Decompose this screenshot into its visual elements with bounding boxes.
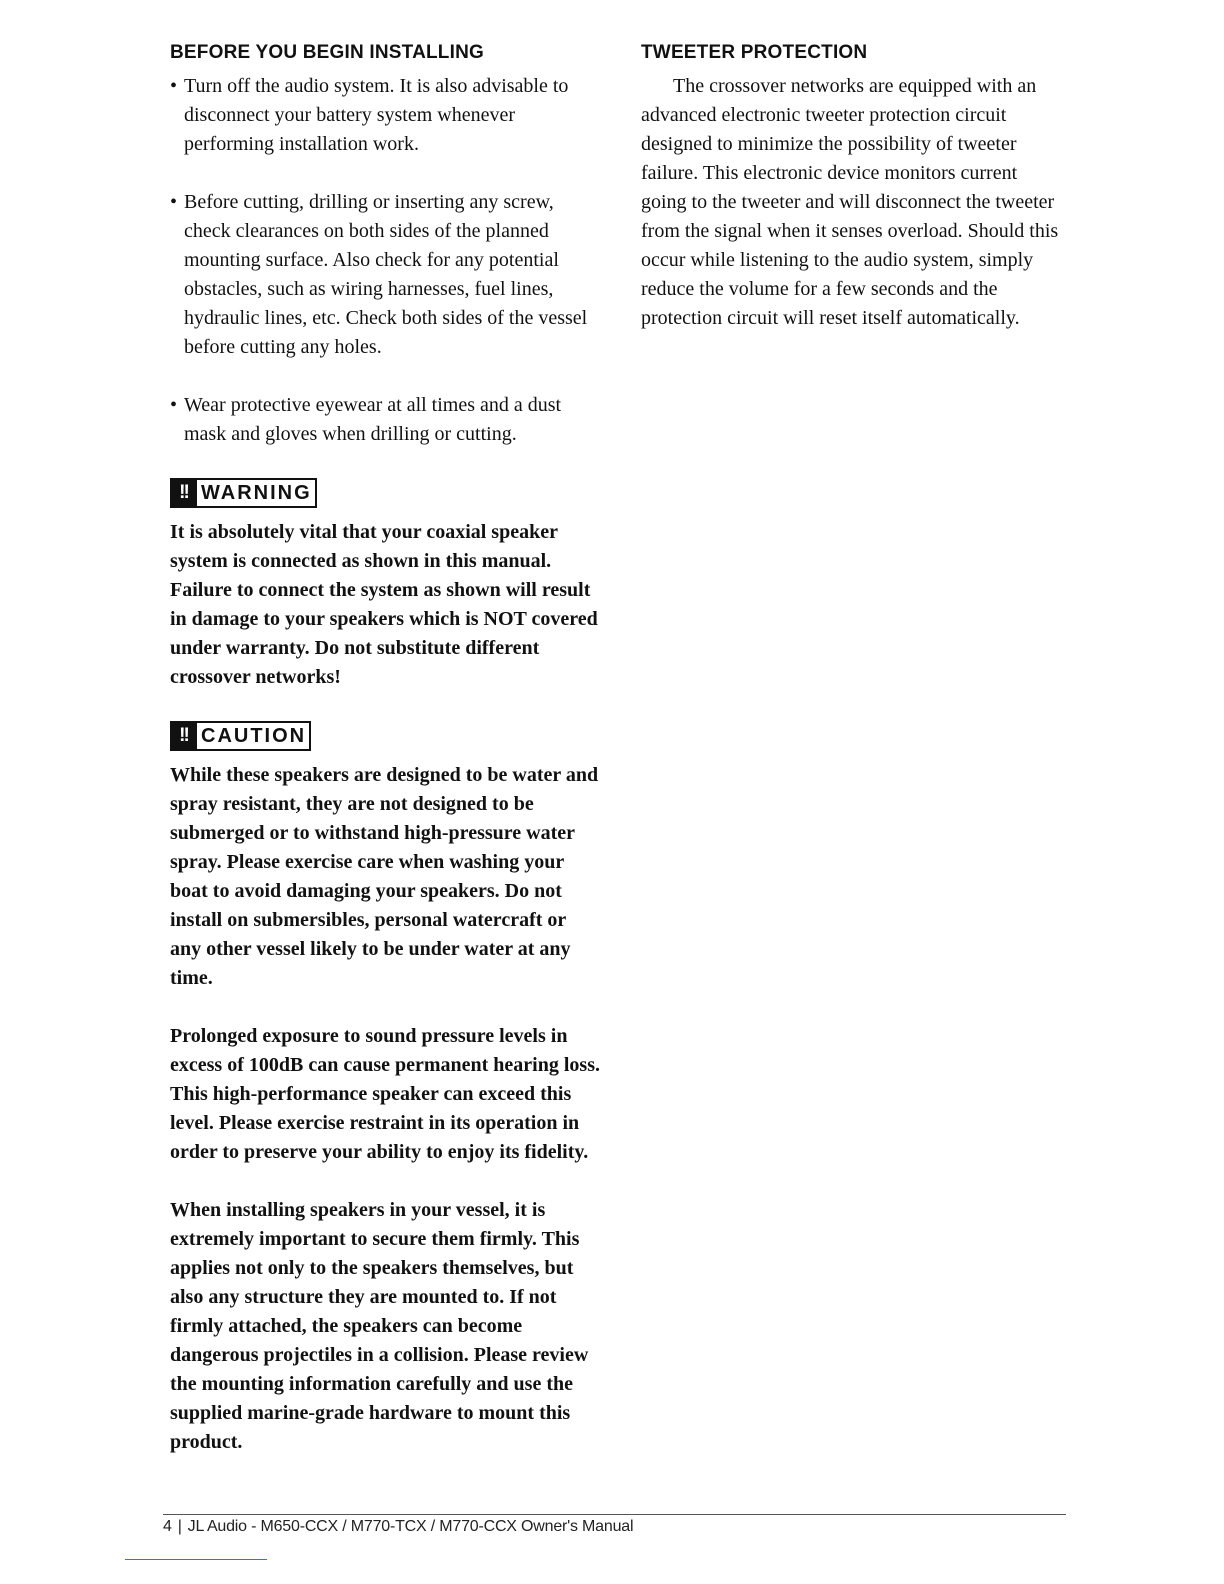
tweeter-protection-heading: TWEETER PROTECTION: [641, 42, 868, 63]
warning-icon: !!: [170, 478, 197, 508]
warning-text: It is absolutely vital that your coaxial speaker system is connected as shown in this manual. Failure to connect the system as shown will result in damage to your speakers which is NOT covered under warranty. Do not substitute different crossover networks!: [170, 521, 598, 688]
page-number: 4: [163, 1518, 172, 1535]
left-column: [170, 40, 600, 1486]
caution-paragraph: When installing speakers in your vessel, it is extremely important to secure them firmly. This applies not only to the speakers themselves, but also any structure they are mounted to. If not firmly attached, the speakers can become dangerous projectiles in a collision. Please review the mounting information carefully and use the supplied marine-grade hardware to mount this product.: [170, 1199, 589, 1453]
before-you-begin-heading: BEFORE YOU BEGIN INSTALLING: [170, 42, 484, 63]
page-footer: [163, 1518, 633, 1536]
warning-label: WARNING: [197, 478, 317, 508]
warning-header: [170, 478, 600, 508]
caution-paragraph: While these speakers are designed to be water and spray resistant, they are not designed to be submerged or to withstand high-pressure water spray. Please exercise care when washing your boat to avoid damaging your speakers. Do not install on submersibles, personal watercraft or any other vessel likely to be under water at any time.: [170, 764, 599, 989]
footer-separator: |: [177, 1518, 182, 1535]
bullet-item: • Wear protective eyewear at all times and a dust mask and gloves when drilling or cutting.: [170, 391, 600, 449]
footer-title: JL Audio - M650-CCX / M770-TCX / M770-CCX Owner's Manual: [187, 1518, 634, 1535]
caution-label: CAUTION: [197, 721, 311, 751]
caution-paragraph: Prolonged exposure to sound pressure levels in excess of 100dB can cause permanent hearing loss. This high-performance speaker can exceed this level. Please exercise restraint in its operation in order to preserve your ability to enjoy its fidelity.: [170, 1025, 600, 1163]
bullet-item: • Turn off the audio system. It is also advisable to disconnect your battery system whenever performing installation work.: [170, 72, 600, 159]
bullet-item: • Before cutting, drilling or inserting any screw, check clearances on both sides of the planned mounting surface. Also check for any potential obstacles, such as wiring harnesses, fuel lines, hydraulic lines, etc. Check both sides of the vessel before cutting any holes.: [170, 188, 600, 362]
caution-header: [170, 721, 600, 751]
corner-divider: [125, 1559, 267, 1560]
tweeter-protection-text: [641, 72, 1061, 333]
right-column: [641, 40, 1061, 333]
install-bullet-list: [170, 72, 600, 449]
caution-icon: !!: [170, 721, 197, 751]
tweeter-protection-body: The crossover networks are equipped with an advanced electronic tweeter protection circuit designed to minimize the possibility of tweeter failure. This electronic device monitors current going to the tweeter and will disconnect the tweeter from the signal when it senses overload. Should this occur while listening to the audio system, simply reduce the volume for a few seconds and the protection circuit will reset itself automatically.: [641, 75, 1059, 329]
footer-divider: [163, 1514, 1066, 1515]
